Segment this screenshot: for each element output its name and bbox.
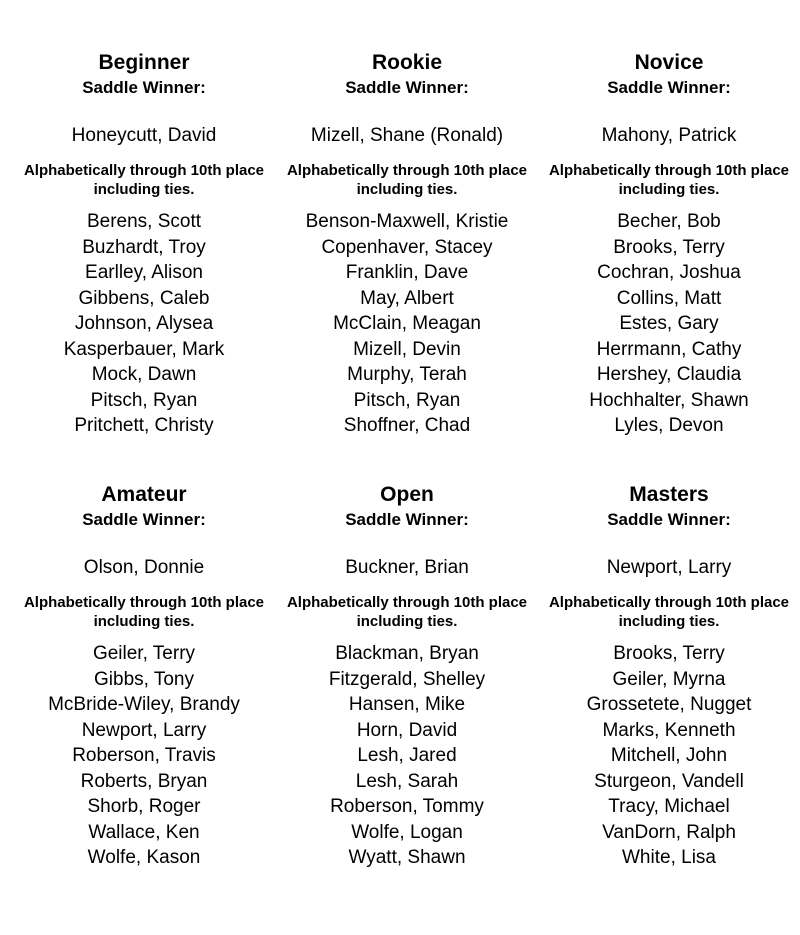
saddle-winner-label: Saddle Winner: xyxy=(82,78,206,97)
competitor-name: VanDorn, Ralph xyxy=(602,821,736,843)
placement-list xyxy=(276,641,538,871)
division-open xyxy=(276,482,538,871)
competitor-name: Wyatt, Shawn xyxy=(348,847,466,868)
competitor-name: Shoffner, Chad xyxy=(343,415,471,436)
competitor-name: Lesh, Jared xyxy=(357,745,457,766)
placement-note: Alphabetically through 10th place including ties. xyxy=(286,594,528,630)
competitor-name: Becher, Bob xyxy=(617,211,721,232)
competitor-name: Franklin, Dave xyxy=(345,262,469,283)
competitor-name: Cochran, Joshua xyxy=(597,262,741,283)
competitor-name: Buzhardt, Troy xyxy=(82,236,206,258)
division-title: Masters xyxy=(629,483,709,506)
competitor-name: McClain, Meagan xyxy=(333,313,481,334)
placement-list xyxy=(13,641,275,871)
division-masters xyxy=(538,482,800,871)
competitor-name: Wolfe, Kason xyxy=(87,847,201,868)
placement-list xyxy=(13,209,275,439)
placement-note: Alphabetically through 10th place including ties. xyxy=(23,594,265,630)
competitor-name: Lyles, Devon xyxy=(614,415,724,436)
competitor-name: Sturgeon, Vandell xyxy=(594,770,744,792)
competitor-name: Wallace, Ken xyxy=(88,821,200,843)
saddle-winner-name: Newport, Larry xyxy=(606,557,732,578)
competitor-name: Kasperbauer, Mark xyxy=(63,338,225,360)
saddle-winner-name: Buckner, Brian xyxy=(345,557,469,578)
saddle-winner-name: Olson, Donnie xyxy=(83,557,205,578)
competitor-name: Roberson, Travis xyxy=(72,745,216,766)
placement-note: Alphabetically through 10th place including ties. xyxy=(23,162,265,198)
competitor-name: Earlley, Alison xyxy=(85,262,203,283)
competitor-name: Brooks, Terry xyxy=(613,643,725,664)
placement-note: Alphabetically through 10th place including ties. xyxy=(286,162,528,198)
competitor-name: Newport, Larry xyxy=(81,719,207,741)
saddle-winner-name: Mizell, Shane (Ronald) xyxy=(310,125,504,146)
competitor-name: Murphy, Terah xyxy=(347,364,467,385)
competitor-name: Tracy, Michael xyxy=(608,796,730,817)
competitor-name: Pitsch, Ryan xyxy=(353,389,461,411)
competitor-name: Herrmann, Cathy xyxy=(596,338,742,360)
division-title: Amateur xyxy=(101,483,187,506)
competitor-name: McBride-Wiley, Brandy xyxy=(48,694,240,715)
bottom-division-row xyxy=(0,482,800,902)
division-title: Novice xyxy=(634,51,704,74)
division-amateur xyxy=(13,482,275,871)
saddle-winner-name: Mahony, Patrick xyxy=(601,125,737,146)
placement-note: Alphabetically through 10th place including ties. xyxy=(548,594,790,630)
top-division-row xyxy=(0,50,800,470)
competitor-name: Gibbens, Caleb xyxy=(78,287,210,309)
competitor-name: Roberts, Bryan xyxy=(80,770,208,792)
placement-list xyxy=(538,209,800,439)
competitor-name: Mock, Dawn xyxy=(91,364,197,385)
saddle-winner-label: Saddle Winner: xyxy=(607,78,731,97)
competitor-name: Fitzgerald, Shelley xyxy=(328,668,486,690)
placement-list xyxy=(276,209,538,439)
competitor-name: Blackman, Bryan xyxy=(335,643,479,664)
competitor-name: Pitsch, Ryan xyxy=(90,389,198,411)
competitor-name: Johnson, Alysea xyxy=(74,313,214,334)
saddle-winner-label: Saddle Winner: xyxy=(82,510,206,529)
placement-note: Alphabetically through 10th place including ties. xyxy=(548,162,790,198)
competitor-name: Hochhalter, Shawn xyxy=(589,389,749,411)
placement-list xyxy=(538,641,800,871)
division-beginner xyxy=(13,50,275,439)
competitor-name: Brooks, Terry xyxy=(613,236,725,258)
saddle-winner-name: Honeycutt, David xyxy=(71,125,217,146)
competitor-name: Shorb, Roger xyxy=(87,796,201,817)
competitor-name: Marks, Kenneth xyxy=(602,719,736,741)
saddle-winner-label: Saddle Winner: xyxy=(607,510,731,529)
competitor-name: Hansen, Mike xyxy=(348,694,466,715)
division-title: Rookie xyxy=(371,51,442,74)
competitor-name: Mitchell, John xyxy=(610,745,728,766)
competitor-name: White, Lisa xyxy=(622,847,716,868)
competitor-name: Hershey, Claudia xyxy=(596,364,742,385)
competitor-name: Geiler, Myrna xyxy=(612,668,726,690)
competitor-name: Collins, Matt xyxy=(616,287,722,309)
competitor-name: Mizell, Devin xyxy=(353,338,461,360)
saddle-winner-label: Saddle Winner: xyxy=(345,78,469,97)
division-title: Open xyxy=(380,483,434,506)
competitor-name: Lesh, Sarah xyxy=(355,770,459,792)
saddle-winner-label: Saddle Winner: xyxy=(345,510,469,529)
division-novice xyxy=(538,50,800,439)
division-rookie xyxy=(276,50,538,439)
division-title: Beginner xyxy=(98,51,190,74)
competitor-name: Berens, Scott xyxy=(86,211,202,232)
competitor-name: Benson-Maxwell, Kristie xyxy=(305,211,509,232)
competitor-name: Wolfe, Logan xyxy=(351,821,463,843)
competitor-name: Horn, David xyxy=(356,719,458,741)
competitor-name: Pritchett, Christy xyxy=(74,415,214,436)
competitor-name: Gibbs, Tony xyxy=(94,668,194,690)
competitor-name: Grossetete, Nugget xyxy=(586,694,752,715)
competitor-name: May, Albert xyxy=(360,287,454,309)
competitor-name: Copenhaver, Stacey xyxy=(321,236,493,258)
competitor-name: Geiler, Terry xyxy=(92,643,196,664)
competitor-name: Estes, Gary xyxy=(619,313,719,334)
competitor-name: Roberson, Tommy xyxy=(330,796,484,817)
